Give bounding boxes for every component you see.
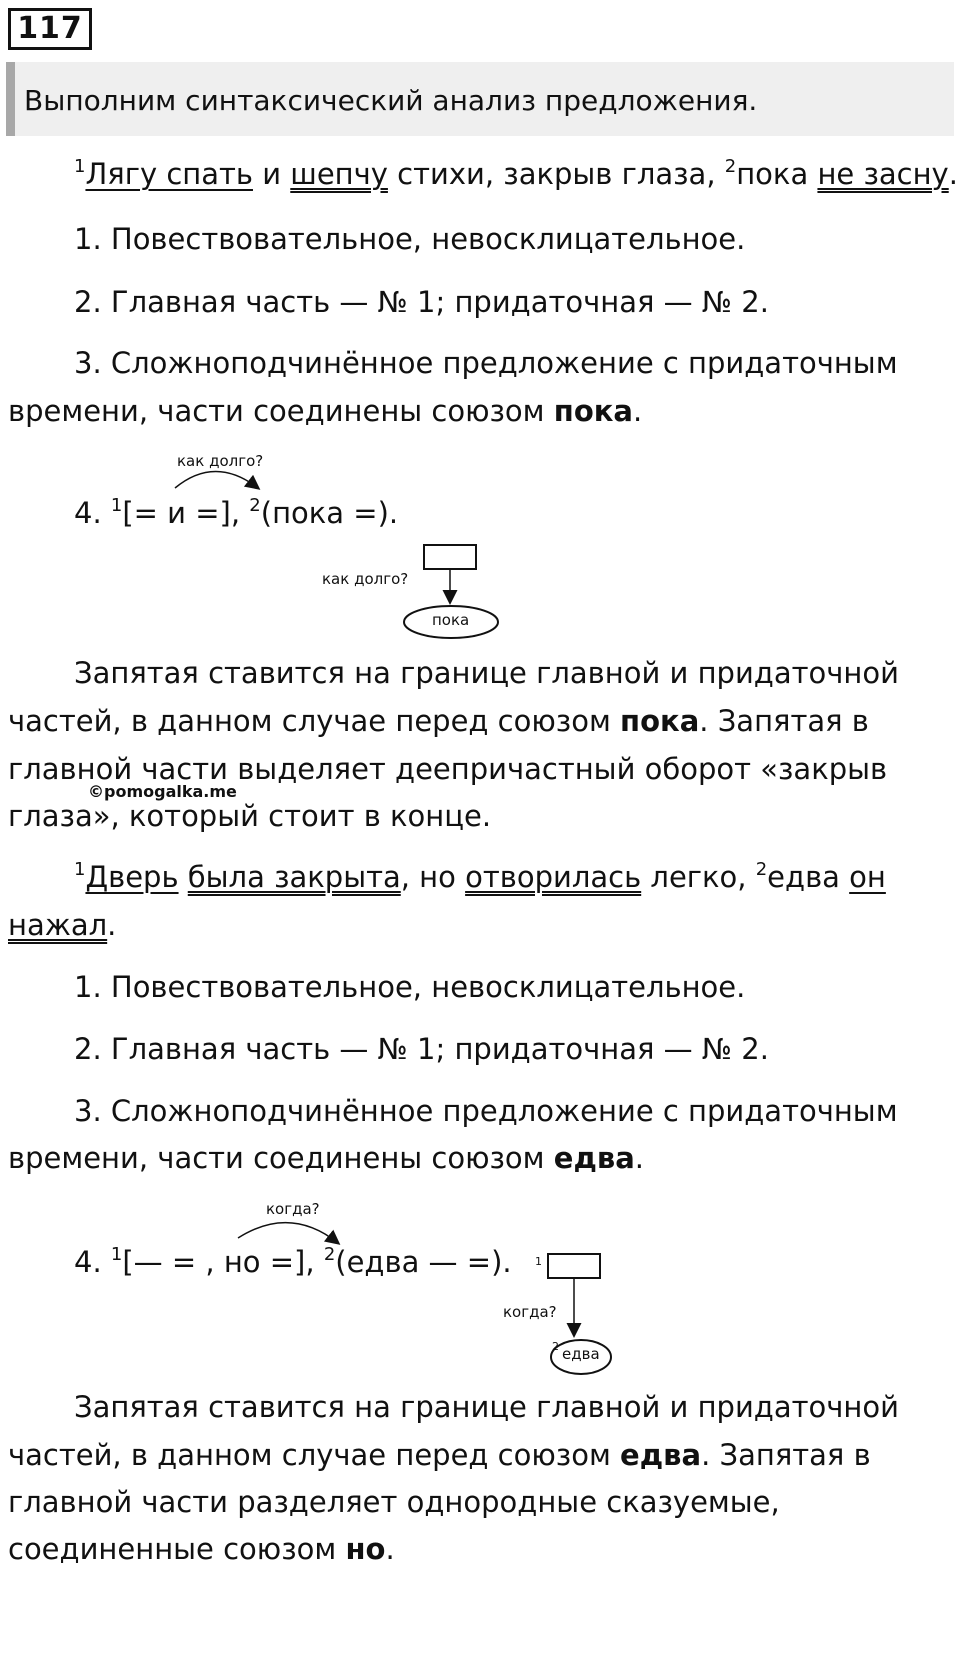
part-number-1: 1 (74, 156, 86, 177)
text: и (252, 157, 291, 191)
text: . (633, 394, 643, 428)
task-number: 117 (8, 8, 92, 50)
comment-1-line-4: глаза», который стоит в конце. (8, 799, 492, 833)
diagram-1-conjunction: пока (432, 611, 470, 629)
text: соединенные союзом (8, 1532, 346, 1566)
text: едва (767, 860, 850, 894)
text: . (107, 908, 117, 942)
comment-1-line-3: главной части выделяет деепричастный оборот «закрыв (8, 752, 888, 786)
predicate-1: была закрыта (187, 860, 401, 894)
analysis-1-item-3-line-1: 3. Сложноподчинённое предложение с придаточным (74, 346, 898, 380)
analysis-1-item-1: 1. Повествовательное, невосклицательное. (74, 222, 746, 256)
main-part-scheme: [— = , но =], (122, 1245, 324, 1279)
subordinate-part-scheme: (пока =). (260, 496, 399, 530)
diagram-1-main-box (424, 545, 476, 569)
text: . (634, 1141, 645, 1175)
text: времени, части соединены союзом (8, 1141, 554, 1175)
predicate-3: нажал (8, 908, 108, 942)
heading: Выполним синтаксический анализ предложения. (24, 84, 758, 117)
conjunction: едва (620, 1438, 702, 1472)
diagram-1-oval (404, 606, 498, 638)
text: 4. (74, 496, 111, 530)
diagram-1-question: как долго? (322, 570, 409, 588)
scheme-2-arc-arrow (238, 1223, 338, 1243)
text: 4. (74, 1245, 111, 1279)
part-number: 1 (110, 1244, 123, 1265)
analysis-1-item-2: 2. Главная часть — № 1; придаточная — № 2. (74, 285, 769, 319)
analysis-2-item-2: 2. Главная часть — № 1; придаточная — № 2. (74, 1032, 769, 1066)
part-number: 1 (110, 495, 123, 516)
diagram-2-main-box (548, 1254, 600, 1278)
diagram-2-conjunction: едва (562, 1345, 600, 1363)
comment-2-line-1: Запятая ставится на границе главной и придаточной (74, 1390, 899, 1424)
diagram-2-question: когда? (503, 1303, 557, 1321)
conjunction: но (345, 1532, 386, 1566)
text: пока (736, 157, 818, 191)
part-number-2: 2 (755, 859, 768, 880)
conjunction: едва (553, 1141, 635, 1175)
part-number: 2 (323, 1244, 336, 1265)
text: , но (400, 860, 466, 894)
predicate-2: отворилась (465, 860, 642, 894)
text: частей, в данном случае перед союзом (8, 1438, 621, 1472)
analysis-2-item-1: 1. Повествовательное, невосклицательное. (74, 970, 746, 1004)
text: легко, (641, 860, 756, 894)
scheme-1-question: как долго? (177, 452, 264, 470)
conjunction: пока (620, 704, 700, 738)
main-part-scheme: [= и =], (122, 496, 250, 530)
scheme-2-question: когда? (266, 1200, 320, 1218)
text: . Запятая в (701, 1438, 871, 1472)
diagram-2-oval (551, 1340, 611, 1374)
comment-1-line-1: Запятая ставится на границе главной и придаточной (74, 656, 899, 690)
comment-2-line-3: главной части разделяет однородные сказуемые, (8, 1485, 780, 1519)
text: частей, в данном случае перед союзом (8, 704, 621, 738)
predicate-2: не засну (817, 157, 949, 191)
diagram-2-part-number-2: 2 (552, 1340, 559, 1353)
subject-1: Дверь (85, 860, 179, 894)
part-number-2: 2 (724, 156, 737, 177)
text: стихи, закрыв глаза, (387, 157, 725, 191)
part-number-1: 1 (74, 859, 86, 880)
text: . (385, 1532, 395, 1566)
text: . (948, 157, 958, 191)
predicate-1: шепчу (290, 157, 388, 191)
subject-2: он (849, 860, 886, 894)
analysis-2-item-3-line-1: 3. Сложноподчинённое предложение с придаточным (74, 1094, 898, 1128)
text: времени, части соединены союзом (8, 394, 554, 428)
scheme-1-arc-arrow (175, 472, 258, 489)
conjunction: пока (553, 394, 633, 428)
text: . Запятая в (699, 704, 869, 738)
part-number: 2 (249, 495, 261, 516)
subordinate-part-scheme: (едва — =). (335, 1245, 512, 1279)
watermark: ©pomogalka.me (88, 782, 237, 801)
diagram-2-part-number-1: 1 (535, 1255, 542, 1268)
subject-1: Лягу спать (85, 157, 253, 191)
